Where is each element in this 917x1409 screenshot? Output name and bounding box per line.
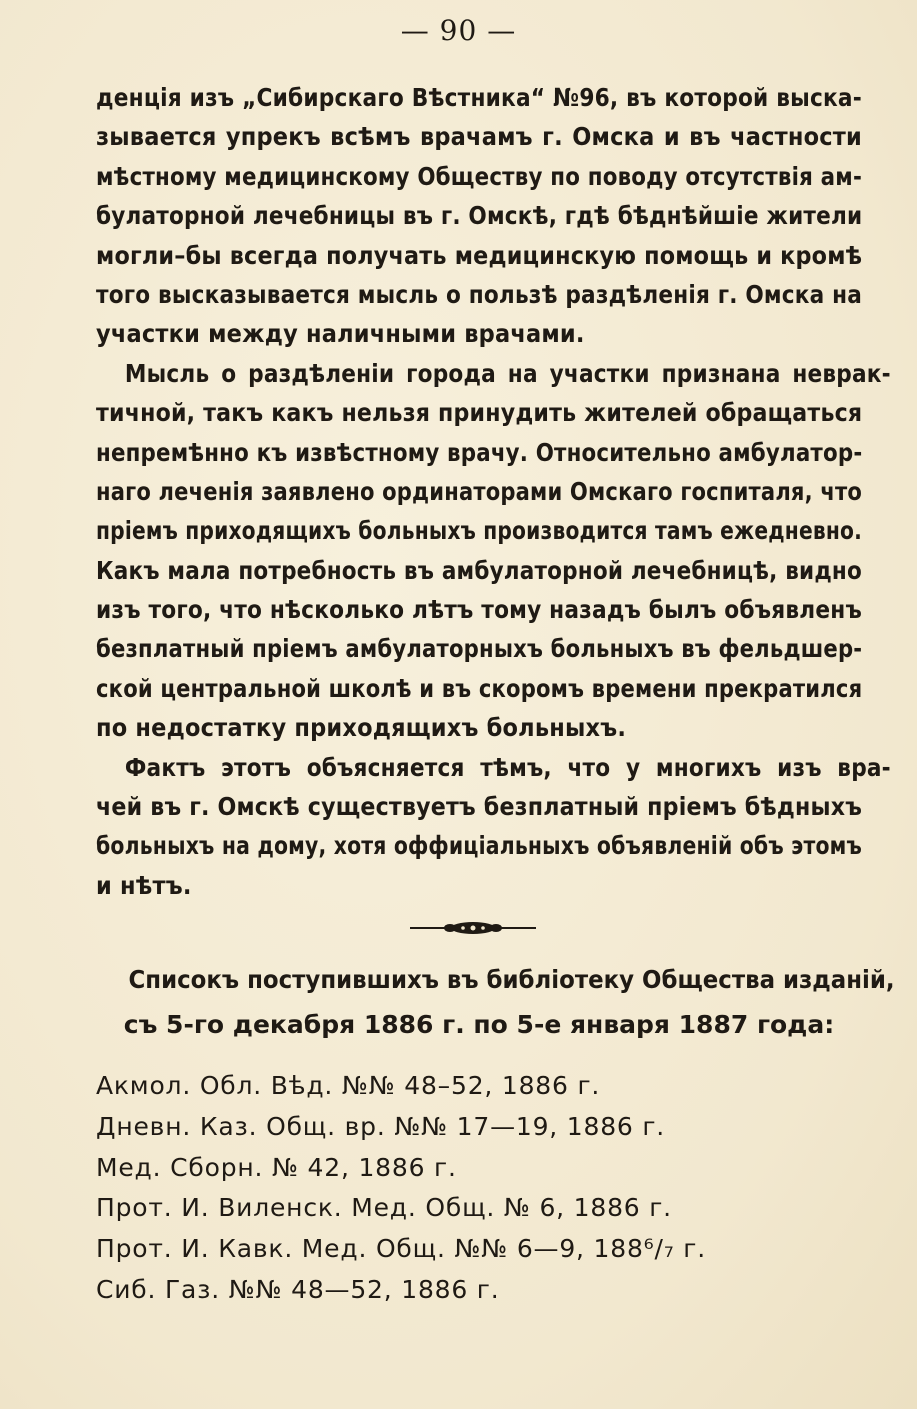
- list-item: Прот. И. Кавк. Мед. Общ. №№ 6—9, 188⁶/₇ г.: [96, 1234, 706, 1264]
- text-line: могли–бы всегда получать медицинскую помощь и кромѣ: [96, 240, 863, 270]
- text-line: и нѣтъ.: [96, 870, 192, 900]
- text-line: зывается упрекъ всѣмъ врачамъ г. Омска и въ частности: [96, 122, 862, 152]
- text-line: мѣстному медицинскому Обществу по поводу отсутствія ам-: [96, 161, 863, 191]
- text-line: изъ того, что нѣсколько лѣтъ тому назадъ былъ объявленъ: [96, 595, 862, 625]
- list-heading: Списокъ поступившихъ въ библіотеку Общества изданій,: [128, 965, 895, 994]
- text-line: пріемъ приходящихъ больныхъ производится тамъ ежедневно.: [96, 516, 862, 546]
- text-line: Фактъ этотъ объясняется тѣмъ, что у многихъ изъ вра-: [124, 752, 891, 782]
- ornament-divider: [408, 918, 538, 938]
- list-subheading: съ 5-го декабря 1886 г. по 5-е января 1887 года:: [123, 1010, 835, 1039]
- text-line: участки между наличными врачами.: [96, 319, 585, 349]
- text-line: ской центральной школѣ и въ скоромъ времени прекратился: [96, 673, 863, 703]
- text-line: наго леченія заявлено ординаторами Омскаго госпиталя, что: [96, 476, 863, 506]
- body-text: [96, 78, 891, 905]
- text-line: больныхъ на дому, хотя оффиціальныхъ объявленій объ этомъ: [96, 831, 862, 861]
- publications-list: [96, 1066, 862, 1311]
- text-line: чей въ г. Омскѣ существуетъ безплатный пріемъ бѣдныхъ: [96, 792, 863, 822]
- page-number: — 90 —: [400, 14, 517, 47]
- text-line: того высказывается мысль о пользѣ раздѣленія г. Омска на: [96, 279, 863, 309]
- list-item: Мед. Сборн. № 42, 1886 г.: [96, 1152, 457, 1182]
- text-line: по недостатку приходящихъ больныхъ.: [96, 713, 627, 743]
- text-line: денція изъ „Сибирскаго Вѣстника“ №96, въ которой выска-: [96, 83, 862, 112]
- text-line: Какъ мала потребность въ амбулаторной лечебницѣ, видно: [96, 555, 862, 585]
- list-item: Дневн. Каз. Общ. вр. №№ 17—19, 1886 г.: [96, 1111, 666, 1141]
- text-line: непремѣнно къ извѣстному врачу. Относительно амбулатор-: [96, 437, 863, 467]
- text-line: тичной, такъ какъ нельзя принудить жителей обращаться: [96, 398, 863, 428]
- list-item: Сиб. Газ. №№ 48—52, 1886 г.: [96, 1274, 500, 1304]
- text-line: безплатный пріемъ амбулаторныхъ больныхъ въ фельдшер-: [96, 634, 863, 664]
- text-line: Мысль о раздѣленіи города на участки признана неврак-: [124, 358, 891, 388]
- list-item: Прот. И. Виленск. Мед. Общ. № 6, 1886 г.: [96, 1193, 672, 1223]
- text-line: булаторной лечебницы въ г. Омскѣ, гдѣ бѣднѣйшіе жители: [96, 201, 863, 231]
- list-item: Акмол. Обл. Вѣд. №№ 48–52, 1886 г.: [96, 1071, 601, 1100]
